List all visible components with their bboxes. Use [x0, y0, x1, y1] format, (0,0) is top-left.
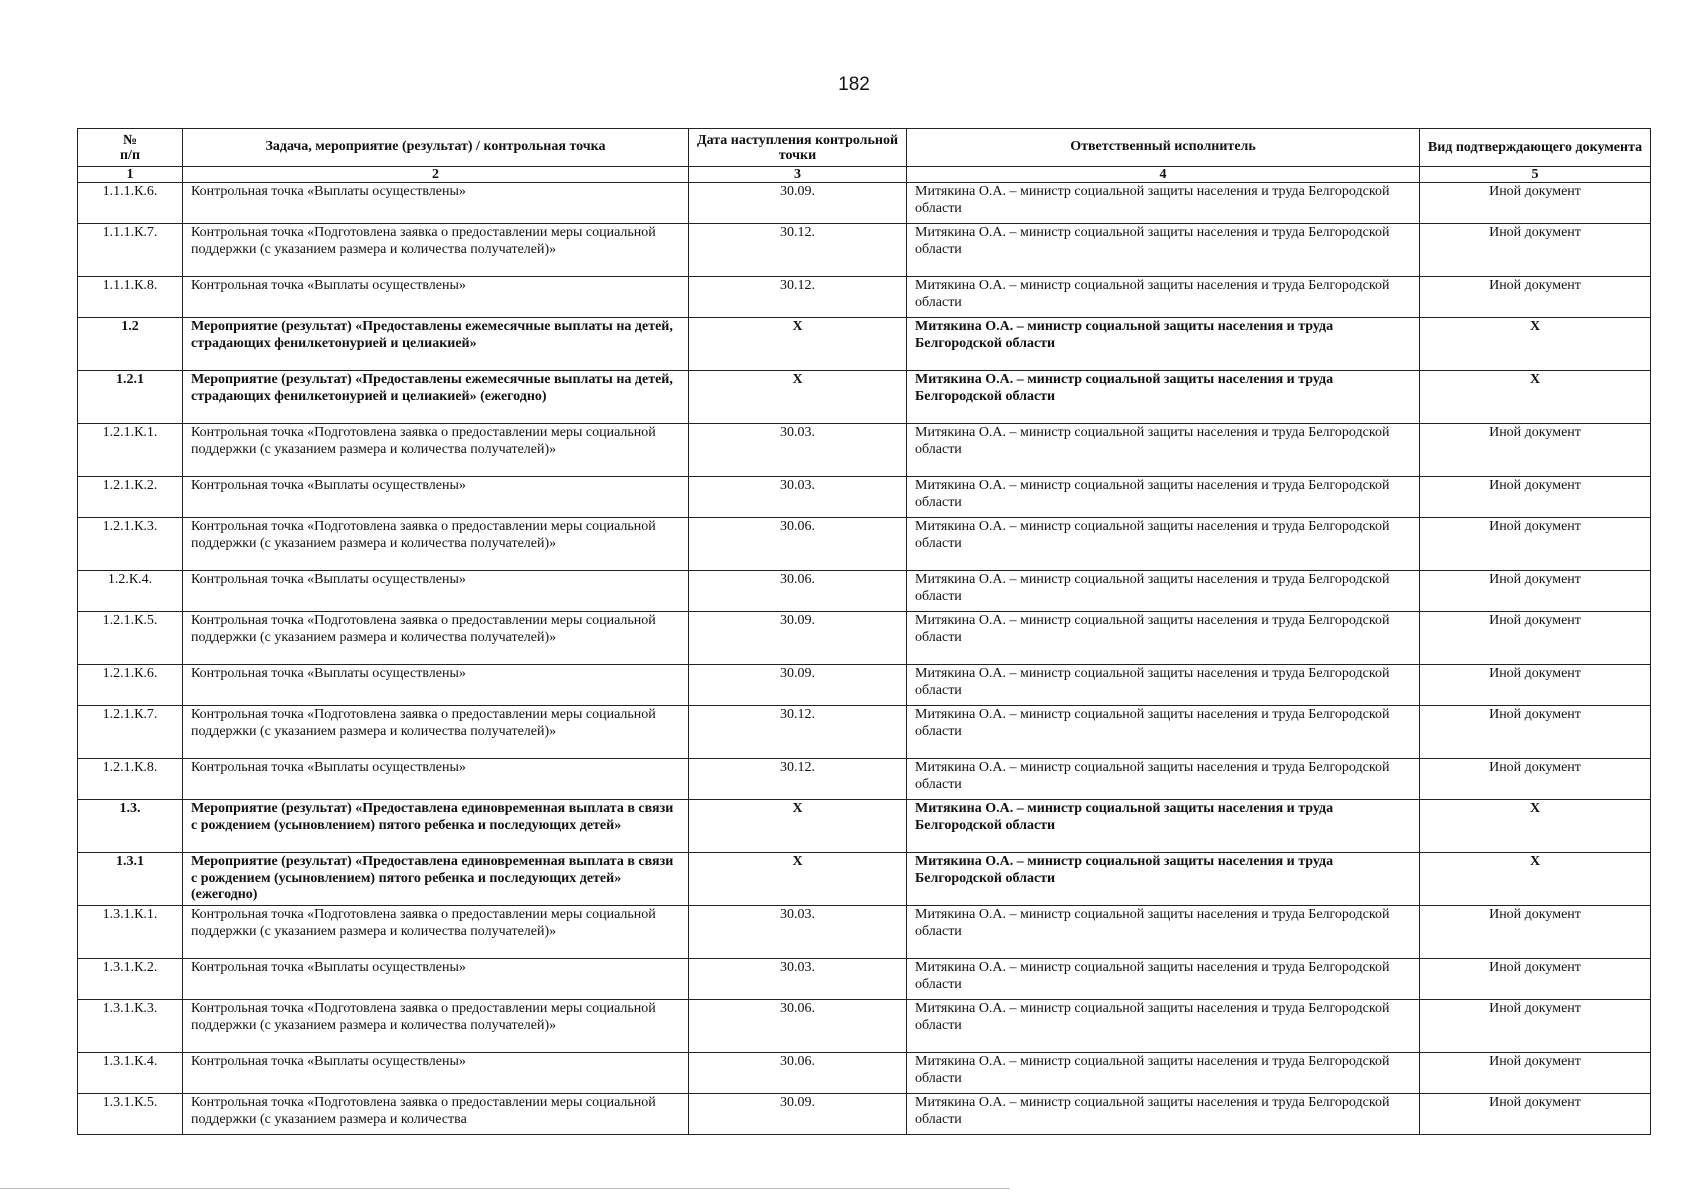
row-number: 1.2	[78, 318, 183, 371]
row-responsible: Митякина О.А. – министр социальной защиты населения и труда Белгородской области	[907, 371, 1420, 424]
row-document-type: Иной документ	[1420, 612, 1651, 665]
row-document-type: Иной документ	[1420, 1000, 1651, 1053]
table-row	[78, 706, 1651, 759]
table-row	[78, 571, 1651, 612]
table-row	[78, 424, 1651, 477]
row-date: X	[689, 800, 907, 853]
table-row	[78, 906, 1651, 959]
header-date: Дата наступления контрольной точки	[689, 129, 907, 167]
row-date: 30.12.	[689, 759, 907, 800]
row-document-type: Иной документ	[1420, 571, 1651, 612]
row-document-type: Иной документ	[1420, 759, 1651, 800]
row-task: Контрольная точка «Подготовлена заявка о предоставлении меры социальной поддержки (с указанием размера и количества получателей)»	[183, 424, 689, 477]
row-document-type: Иной документ	[1420, 183, 1651, 224]
row-task: Контрольная точка «Подготовлена заявка о предоставлении меры социальной поддержки (с указанием размера и количества	[183, 1094, 689, 1135]
row-number: 1.1.1.К.8.	[78, 277, 183, 318]
column-number-1: 1	[78, 167, 183, 183]
table-row	[78, 518, 1651, 571]
row-document-type: Иной документ	[1420, 665, 1651, 706]
row-number: 1.2.1.К.2.	[78, 477, 183, 518]
row-date: 30.03.	[689, 477, 907, 518]
row-date: 30.06.	[689, 1000, 907, 1053]
row-document-type: Иной документ	[1420, 224, 1651, 277]
row-responsible: Митякина О.А. – министр социальной защиты населения и труда Белгородской области	[907, 665, 1420, 706]
row-document-type: Иной документ	[1420, 906, 1651, 959]
row-task: Контрольная точка «Выплаты осуществлены»	[183, 183, 689, 224]
row-date: 30.06.	[689, 1053, 907, 1094]
row-date: 30.12.	[689, 706, 907, 759]
row-task: Контрольная точка «Выплаты осуществлены»	[183, 277, 689, 318]
row-number: 1.3.1.К.3.	[78, 1000, 183, 1053]
table-row	[78, 318, 1651, 371]
scan-bottom-edge	[0, 1188, 1010, 1189]
row-number: 1.1.1.К.7.	[78, 224, 183, 277]
table-row	[78, 853, 1651, 906]
row-document-type: Иной документ	[1420, 706, 1651, 759]
header-document-type: Вид подтверждающего документа	[1420, 129, 1651, 167]
row-responsible: Митякина О.А. – министр социальной защиты населения и труда Белгородской области	[907, 424, 1420, 477]
row-date: 30.03.	[689, 424, 907, 477]
row-number: 1.2.1.К.7.	[78, 706, 183, 759]
row-document-type: Иной документ	[1420, 1094, 1651, 1135]
table-row	[78, 1094, 1651, 1135]
row-task: Контрольная точка «Подготовлена заявка о предоставлении меры социальной поддержки (с указанием размера и количества получателей)»	[183, 518, 689, 571]
row-responsible: Митякина О.А. – министр социальной защиты населения и труда Белгородской области	[907, 477, 1420, 518]
row-document-type: Иной документ	[1420, 277, 1651, 318]
row-document-type: X	[1420, 853, 1651, 906]
row-number: 1.2.1	[78, 371, 183, 424]
row-responsible: Митякина О.А. – министр социальной защиты населения и труда Белгородской области	[907, 759, 1420, 800]
row-responsible: Митякина О.А. – министр социальной защиты населения и труда Белгородской области	[907, 1053, 1420, 1094]
row-responsible: Митякина О.А. – министр социальной защиты населения и труда Белгородской области	[907, 1094, 1420, 1135]
row-number: 1.3.1.К.5.	[78, 1094, 183, 1135]
row-task: Контрольная точка «Выплаты осуществлены»	[183, 665, 689, 706]
table-body	[78, 183, 1651, 1135]
row-responsible: Митякина О.А. – министр социальной защиты населения и труда Белгородской области	[907, 277, 1420, 318]
row-responsible: Митякина О.А. – министр социальной защиты населения и труда Белгородской области	[907, 518, 1420, 571]
row-responsible: Митякина О.А. – министр социальной защиты населения и труда Белгородской области	[907, 906, 1420, 959]
row-number: 1.2.1.К.8.	[78, 759, 183, 800]
row-responsible: Митякина О.А. – министр социальной защиты населения и труда Белгородской области	[907, 612, 1420, 665]
row-responsible: Митякина О.А. – министр социальной защиты населения и труда Белгородской области	[907, 800, 1420, 853]
header-task: Задача, мероприятие (результат) / контрольная точка	[183, 129, 689, 167]
row-task: Мероприятие (результат) «Предоставлена единовременная выплата в связи с рождением (усыновлением) пятого ребенка и последующих детей»	[183, 800, 689, 853]
row-date: X	[689, 853, 907, 906]
row-date: 30.03.	[689, 906, 907, 959]
row-number: 1.3.1.К.4.	[78, 1053, 183, 1094]
row-task: Контрольная точка «Подготовлена заявка о предоставлении меры социальной поддержки (с указанием размера и количества получателей)»	[183, 906, 689, 959]
row-responsible: Митякина О.А. – министр социальной защиты населения и труда Белгородской области	[907, 318, 1420, 371]
column-number-3: 3	[689, 167, 907, 183]
row-date: 30.09.	[689, 665, 907, 706]
row-task: Мероприятие (результат) «Предоставлены ежемесячные выплаты на детей, страдающих фенилкетонурией и целиакией» (ежегодно)	[183, 371, 689, 424]
row-responsible: Митякина О.А. – министр социальной защиты населения и труда Белгородской области	[907, 853, 1420, 906]
row-number: 1.2.1.К.1.	[78, 424, 183, 477]
row-number: 1.3.1	[78, 853, 183, 906]
row-task: Контрольная точка «Подготовлена заявка о предоставлении меры социальной поддержки (с указанием размера и количества получателей)»	[183, 706, 689, 759]
header-responsible: Ответственный исполнитель	[907, 129, 1420, 167]
row-date: 30.12.	[689, 224, 907, 277]
column-number-4: 4	[907, 167, 1420, 183]
row-document-type: Иной документ	[1420, 1053, 1651, 1094]
row-responsible: Митякина О.А. – министр социальной защиты населения и труда Белгородской области	[907, 571, 1420, 612]
table-row	[78, 477, 1651, 518]
row-document-type: Иной документ	[1420, 424, 1651, 477]
table-row	[78, 1000, 1651, 1053]
table-row	[78, 800, 1651, 853]
row-number: 1.3.1.К.1.	[78, 906, 183, 959]
row-task: Мероприятие (результат) «Предоставлены ежемесячные выплаты на детей, страдающих фенилкетонурией и целиакией»	[183, 318, 689, 371]
row-date: X	[689, 318, 907, 371]
column-number-2: 2	[183, 167, 689, 183]
row-number: 1.3.1.К.2.	[78, 959, 183, 1000]
row-document-type: X	[1420, 800, 1651, 853]
row-date: 30.09.	[689, 1094, 907, 1135]
table-row	[78, 759, 1651, 800]
row-task: Контрольная точка «Подготовлена заявка о предоставлении меры социальной поддержки (с указанием размера и количества получателей)»	[183, 1000, 689, 1053]
row-responsible: Митякина О.А. – министр социальной защиты населения и труда Белгородской области	[907, 224, 1420, 277]
row-date: 30.12.	[689, 277, 907, 318]
control-points-table	[77, 128, 1651, 1135]
row-responsible: Митякина О.А. – министр социальной защиты населения и труда Белгородской области	[907, 1000, 1420, 1053]
row-document-type: X	[1420, 371, 1651, 424]
column-number-5: 5	[1420, 167, 1651, 183]
row-number: 1.3.	[78, 800, 183, 853]
row-responsible: Митякина О.А. – министр социальной защиты населения и труда Белгородской области	[907, 183, 1420, 224]
row-number: 1.2.1.К.3.	[78, 518, 183, 571]
row-number: 1.2.1.К.6.	[78, 665, 183, 706]
table-row	[78, 371, 1651, 424]
row-date: X	[689, 371, 907, 424]
row-date: 30.09.	[689, 612, 907, 665]
table-row	[78, 612, 1651, 665]
page-number: 182	[838, 74, 870, 95]
row-task: Контрольная точка «Выплаты осуществлены»	[183, 571, 689, 612]
row-task: Контрольная точка «Выплаты осуществлены»	[183, 1053, 689, 1094]
row-document-type: Иной документ	[1420, 959, 1651, 1000]
table-row	[78, 1053, 1651, 1094]
row-date: 30.06.	[689, 518, 907, 571]
row-date: 30.09.	[689, 183, 907, 224]
row-number: 1.2.К.4.	[78, 571, 183, 612]
table-row	[78, 277, 1651, 318]
row-responsible: Митякина О.А. – министр социальной защиты населения и труда Белгородской области	[907, 706, 1420, 759]
row-number: 1.2.1.К.5.	[78, 612, 183, 665]
row-document-type: X	[1420, 318, 1651, 371]
row-number: 1.1.1.К.6.	[78, 183, 183, 224]
row-task: Контрольная точка «Подготовлена заявка о предоставлении меры социальной поддержки (с указанием размера и количества получателей)»	[183, 612, 689, 665]
table-row	[78, 665, 1651, 706]
table-row	[78, 224, 1651, 277]
table-row	[78, 183, 1651, 224]
row-task: Контрольная точка «Подготовлена заявка о предоставлении меры социальной поддержки (с указанием размера и количества получателей)»	[183, 224, 689, 277]
row-responsible: Митякина О.А. – министр социальной защиты населения и труда Белгородской области	[907, 959, 1420, 1000]
row-document-type: Иной документ	[1420, 477, 1651, 518]
row-task: Контрольная точка «Выплаты осуществлены»	[183, 759, 689, 800]
row-task: Контрольная точка «Выплаты осуществлены»	[183, 959, 689, 1000]
header-number: № п/п	[78, 129, 183, 167]
row-document-type: Иной документ	[1420, 518, 1651, 571]
row-task: Мероприятие (результат) «Предоставлена единовременная выплата в связи с рождением (усыновлением) пятого ребенка и последующих детей» (ежегодно)	[183, 853, 689, 906]
row-date: 30.03.	[689, 959, 907, 1000]
row-task: Контрольная точка «Выплаты осуществлены»	[183, 477, 689, 518]
row-date: 30.06.	[689, 571, 907, 612]
table-row	[78, 959, 1651, 1000]
